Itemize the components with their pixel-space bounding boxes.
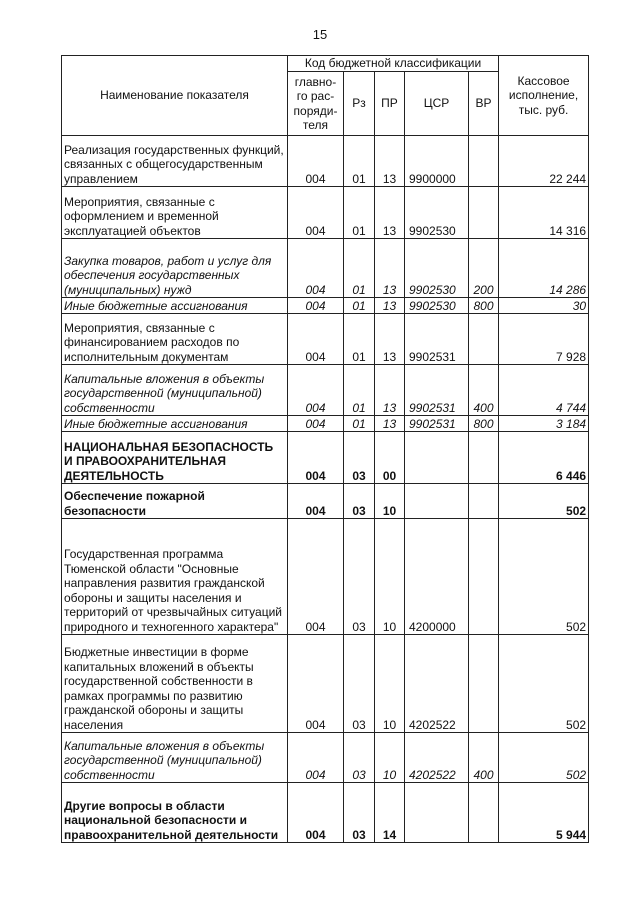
row-pr-cell: 13 <box>375 416 405 432</box>
row-name-cell: Реализация государственных функций, связанных с общегосударственным управлением <box>62 136 288 187</box>
row-amount-cell: 502 <box>499 733 589 783</box>
row-vr-cell: 800 <box>469 298 499 314</box>
row-amount-cell: 502 <box>499 484 589 519</box>
row-name-cell: Капитальные вложения в объекты государственной (муниципальной) собственности <box>62 365 288 416</box>
row-pr-cell: 13 <box>375 239 405 298</box>
row-vr-cell <box>469 635 499 733</box>
row-rz-cell: 03 <box>344 783 375 843</box>
header-pr: ПР <box>375 72 405 136</box>
row-amount-cell: 14 316 <box>499 187 589 239</box>
row-name-cell: Бюджетные инвестиции в форме капитальных вложений в объекты государственной собственности в рамках программы по развитию гражданской обороны и защиты населения <box>62 635 288 733</box>
row-csr-cell: 9902531 <box>405 416 469 432</box>
row-name-cell: Мероприятия, связанные с финансированием расходов по исполнительным документам <box>62 314 288 365</box>
row-amount-cell: 7 928 <box>499 314 589 365</box>
row-pr-cell: 13 <box>375 298 405 314</box>
row-rz-cell: 01 <box>344 239 375 298</box>
row-name-cell: Закупка товаров, работ и услуг для обеспечения государственных (муниципальных) нужд <box>62 239 288 298</box>
table-row <box>62 635 589 733</box>
row-rz-cell: 01 <box>344 365 375 416</box>
table-row <box>62 416 589 432</box>
row-grbs-cell: 004 <box>288 635 344 733</box>
row-rz-cell: 01 <box>344 298 375 314</box>
table-row <box>62 239 589 298</box>
table-row <box>62 136 589 187</box>
row-name-cell: Другие вопросы в области национальной безопасности и правоохранительной деятельности <box>62 783 288 843</box>
row-csr-cell: 4202522 <box>405 635 469 733</box>
row-pr-cell: 10 <box>375 635 405 733</box>
table-row <box>62 733 589 783</box>
row-grbs-cell: 004 <box>288 416 344 432</box>
row-vr-cell: 400 <box>469 365 499 416</box>
row-rz-cell: 01 <box>344 416 375 432</box>
header-name: Наименование показателя <box>62 56 288 136</box>
table-row <box>62 365 589 416</box>
row-grbs-cell: 004 <box>288 783 344 843</box>
row-name-cell: Капитальные вложения в объекты государственной (муниципальной) собственности <box>62 733 288 783</box>
header-vr: ВР <box>469 72 499 136</box>
row-vr-cell <box>469 484 499 519</box>
row-amount-cell: 22 244 <box>499 136 589 187</box>
row-csr-cell: 9902530 <box>405 187 469 239</box>
row-rz-cell: 01 <box>344 314 375 365</box>
row-vr-cell <box>469 519 499 635</box>
row-csr-cell: 9902530 <box>405 298 469 314</box>
row-csr-cell: 9902531 <box>405 314 469 365</box>
row-pr-cell: 10 <box>375 484 405 519</box>
header-classification-group: Код бюджетной классификации <box>288 56 499 72</box>
row-vr-cell: 400 <box>469 733 499 783</box>
row-pr-cell: 00 <box>375 432 405 484</box>
row-amount-cell: 502 <box>499 519 589 635</box>
row-csr-cell: 9900000 <box>405 136 469 187</box>
row-vr-cell <box>469 783 499 843</box>
table-row <box>62 314 589 365</box>
row-rz-cell: 03 <box>344 635 375 733</box>
budget-table <box>61 55 589 843</box>
row-csr-cell: 9902531 <box>405 365 469 416</box>
row-vr-cell: 800 <box>469 416 499 432</box>
row-grbs-cell: 004 <box>288 314 344 365</box>
row-grbs-cell: 004 <box>288 519 344 635</box>
row-name-cell: Иные бюджетные ассигнования <box>62 298 288 314</box>
row-rz-cell: 03 <box>344 484 375 519</box>
row-name-cell: Мероприятия, связанные с оформлением и временной эксплуатацией объектов <box>62 187 288 239</box>
row-pr-cell: 14 <box>375 783 405 843</box>
row-pr-cell: 10 <box>375 519 405 635</box>
row-grbs-cell: 004 <box>288 733 344 783</box>
row-name-cell: Обеспечение пожарной безопасности <box>62 484 288 519</box>
row-csr-cell: 9902530 <box>405 239 469 298</box>
row-vr-cell <box>469 432 499 484</box>
row-name-cell: НАЦИОНАЛЬНАЯ БЕЗОПАСНОСТЬ И ПРАВООХРАНИТЕЛЬНАЯ ДЕЯТЕЛЬНОСТЬ <box>62 432 288 484</box>
row-name-cell: Иные бюджетные ассигнования <box>62 416 288 432</box>
row-amount-cell: 6 446 <box>499 432 589 484</box>
table-row <box>62 484 589 519</box>
row-vr-cell <box>469 136 499 187</box>
row-vr-cell <box>469 314 499 365</box>
row-pr-cell: 10 <box>375 733 405 783</box>
header-grbs: главно-го рас-поряди-теля <box>288 72 344 136</box>
row-vr-cell <box>469 187 499 239</box>
row-rz-cell: 01 <box>344 136 375 187</box>
row-pr-cell: 13 <box>375 136 405 187</box>
row-vr-cell: 200 <box>469 239 499 298</box>
row-pr-cell: 13 <box>375 187 405 239</box>
row-rz-cell: 03 <box>344 519 375 635</box>
row-grbs-cell: 004 <box>288 239 344 298</box>
row-grbs-cell: 004 <box>288 298 344 314</box>
row-name-cell: Государственная программа Тюменской области "Основные направления развития гражданской обороны и защиты населения и территорий от чрезвычайных ситуаций природного и техногенного характера" <box>62 519 288 635</box>
row-pr-cell: 13 <box>375 314 405 365</box>
table-row <box>62 432 589 484</box>
row-rz-cell: 01 <box>344 187 375 239</box>
row-csr-cell <box>405 484 469 519</box>
row-pr-cell: 13 <box>375 365 405 416</box>
row-amount-cell: 502 <box>499 635 589 733</box>
row-rz-cell: 03 <box>344 432 375 484</box>
row-csr-cell <box>405 432 469 484</box>
row-grbs-cell: 004 <box>288 432 344 484</box>
row-amount-cell: 30 <box>499 298 589 314</box>
row-grbs-cell: 004 <box>288 484 344 519</box>
header-amount: Кассовое исполнение, тыс. руб. <box>499 56 589 136</box>
row-amount-cell: 4 744 <box>499 365 589 416</box>
row-grbs-cell: 004 <box>288 187 344 239</box>
row-amount-cell: 5 944 <box>499 783 589 843</box>
table-row <box>62 298 589 314</box>
row-csr-cell: 4202522 <box>405 733 469 783</box>
row-rz-cell: 03 <box>344 733 375 783</box>
row-csr-cell <box>405 783 469 843</box>
row-amount-cell: 3 184 <box>499 416 589 432</box>
table-row <box>62 519 589 635</box>
row-grbs-cell: 004 <box>288 365 344 416</box>
table-row <box>62 187 589 239</box>
row-csr-cell: 4200000 <box>405 519 469 635</box>
row-grbs-cell: 004 <box>288 136 344 187</box>
header-csr: ЦСР <box>405 72 469 136</box>
row-amount-cell: 14 286 <box>499 239 589 298</box>
table-body <box>62 136 589 843</box>
page-number: 15 <box>312 27 328 42</box>
table-row <box>62 783 589 843</box>
header-rz: Рз <box>344 72 375 136</box>
